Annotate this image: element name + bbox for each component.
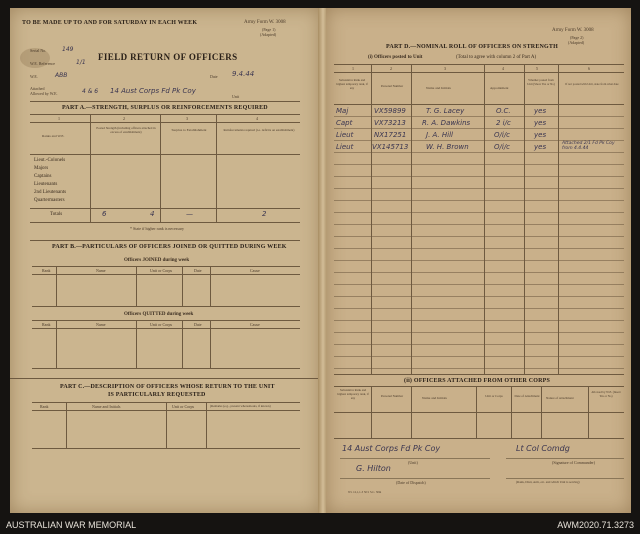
att-header-unit: Unit or Corps	[485, 394, 503, 398]
rule	[411, 64, 412, 374]
rule	[558, 64, 559, 374]
rule	[30, 208, 300, 209]
roll-rule	[334, 212, 624, 213]
rule	[136, 266, 137, 306]
quitted-col-unit: Unit or Corps	[150, 322, 172, 327]
rule	[334, 104, 624, 105]
date-value: 9.4.44	[232, 70, 255, 78]
rule	[511, 386, 512, 438]
rule	[334, 374, 624, 375]
dispatch-caption: (Date of Dispatch)	[396, 480, 426, 485]
roll-rule	[334, 344, 624, 345]
posted-title: (i) Officers posted to Unit	[368, 55, 423, 60]
rule	[10, 378, 320, 379]
roll-rule	[334, 356, 624, 357]
attached-label: Attached	[30, 86, 45, 91]
rule	[334, 72, 624, 73]
totals-label: Totals	[50, 212, 63, 217]
accession-number: AWM2020.71.3273	[557, 520, 634, 530]
d-col-5: 5	[536, 66, 538, 71]
unit-value: 14 Aust Corps Fd Pk Coy	[110, 87, 196, 95]
roll-name: J. A. Hill	[426, 131, 453, 139]
rule	[56, 266, 57, 306]
rule	[32, 448, 300, 449]
roll-rule	[334, 248, 624, 249]
roll-rule	[334, 176, 624, 177]
part-a-header-reinforce: Reinforcements required (i.e. deficits on establishment)	[223, 128, 295, 132]
rule	[506, 478, 624, 479]
attached-title: (ii) OFFICERS ATTACHED FROM OTHER CORPS	[404, 378, 551, 384]
roll-number: NX17251	[374, 131, 407, 139]
rule	[30, 122, 300, 123]
we-label: W.E.	[30, 74, 38, 79]
printer-note: Wt. 12,1,1-3 50/1 S.C. 30m	[348, 490, 382, 494]
rule	[32, 328, 300, 329]
form-adapted-right: (Adapted)	[568, 40, 585, 45]
part-c-title-2: IS PARTICULARLY REQUESTED	[108, 392, 206, 398]
part-a-header-surplus: Surplus to Establishment	[171, 128, 207, 132]
joined-col-name: Name	[96, 268, 106, 273]
roll-rule	[334, 284, 624, 285]
form-reference-right: Army Form W. 3008	[552, 28, 594, 33]
rule	[541, 386, 542, 438]
rule	[32, 266, 300, 267]
rule	[32, 306, 300, 307]
rank-row: 2nd Lieutenants	[34, 190, 67, 195]
commander-signature: Lt Col Comdg	[516, 444, 570, 453]
rule	[30, 240, 300, 241]
rule	[334, 386, 624, 387]
d-header-number: Personal Number	[380, 84, 404, 88]
rule	[216, 114, 217, 222]
institution-name: AUSTRALIAN WAR MEMORIAL	[6, 520, 137, 530]
total-posted: 6	[102, 210, 107, 218]
d-col-6: 6	[588, 66, 590, 71]
wr-label: W.E. Reference	[30, 61, 56, 66]
rule	[32, 368, 300, 369]
rule	[210, 266, 211, 306]
part-a-header-posted: Posted Strength (including officers attached in excess of establishment)	[96, 126, 156, 134]
d-col-1: 1	[352, 66, 354, 71]
rule	[588, 386, 589, 438]
joined-col-date: Date	[194, 268, 202, 273]
part-a-header-ranks: Ranks and W.E.	[42, 134, 65, 138]
rule	[206, 402, 207, 448]
rule	[210, 320, 211, 368]
form-title: FIELD RETURN OF OFFICERS	[98, 52, 238, 62]
roll-rule	[334, 260, 624, 261]
rule	[90, 114, 91, 222]
roll-appointment: O/i/c	[494, 131, 511, 139]
date-label: Date	[210, 74, 218, 79]
rule	[66, 402, 67, 448]
roll-rule	[334, 116, 624, 117]
att-header-date: Date of Attachment	[514, 394, 540, 398]
part-c-col-unit: Unit or Corps	[172, 404, 194, 409]
roll-rank: Capt	[336, 119, 353, 127]
roll-rank: Maj	[336, 107, 349, 115]
roll-rule	[334, 368, 624, 369]
rule	[166, 402, 167, 448]
total-surplus: 4	[150, 210, 155, 218]
part-a-col-1: 1	[58, 116, 60, 121]
rule	[32, 320, 300, 321]
rule	[524, 64, 525, 374]
rank-row: Lieutenants	[34, 182, 58, 187]
quitted-title: Officers QUITTED during week	[124, 312, 194, 317]
quitted-col-rank: Rank	[42, 322, 51, 327]
rank-caption: (Rank, Distr, Arm, etc. and which Unit is serving)	[516, 480, 580, 484]
footnote: * State if higher rank is necessary	[130, 226, 184, 231]
total-reinforce: 2	[262, 210, 267, 218]
d-col-2: 2	[390, 66, 392, 71]
commander-caption: (Signature of Commander)	[552, 460, 596, 465]
roll-appointment: O/i/c	[494, 143, 511, 151]
rank-row: Quartermasters	[34, 198, 65, 203]
roll-rule	[334, 200, 624, 201]
serial-value: 149	[62, 46, 74, 53]
rule	[340, 458, 490, 459]
rule	[182, 266, 183, 306]
roll-rule	[334, 332, 624, 333]
quitted-col-cause: Cause	[250, 322, 260, 327]
d-header-date: If not posted with Unit, state from what date	[565, 82, 619, 86]
part-a-col-2: 2	[123, 116, 125, 121]
rule	[30, 114, 300, 115]
unit-label: Unit	[232, 94, 240, 99]
wr-value: 1/1	[76, 59, 86, 66]
d-header-posted: Whether posted from Unit (Show Yes or No)	[527, 78, 555, 86]
roll-name: W. H. Brown	[426, 143, 469, 151]
rule	[136, 320, 137, 368]
roll-rule	[334, 320, 624, 321]
roll-posted: yes	[534, 107, 547, 115]
rule	[411, 386, 412, 438]
part-d-title: PART D.—NOMINAL ROLL OF OFFICERS ON STRENGTH	[386, 44, 558, 50]
joined-col-rank: Rank	[42, 268, 51, 273]
roll-appointment: 2 i/c	[496, 119, 511, 127]
rule	[30, 154, 300, 155]
rule	[371, 386, 372, 438]
form-adapted: (Adapted)	[260, 32, 277, 37]
roll-posted: yes	[534, 131, 547, 139]
roll-rule	[334, 128, 624, 129]
rank-row: Lieut.-Colonels	[34, 158, 66, 163]
att-header-nature: Nature of Attachment	[546, 396, 574, 400]
rule	[371, 64, 372, 374]
roll-posted: yes	[534, 119, 547, 127]
part-c-title: PART C.—DESCRIPTION OF OFFICERS WHOSE RETURN TO THE UNIT	[60, 384, 275, 390]
d-header-rank: Substantive Rank and highest temporary rank, if any	[336, 78, 368, 90]
d-header-appointment: Appointment	[490, 86, 509, 90]
total-dash: —	[186, 210, 193, 218]
quitted-col-name: Name	[96, 322, 106, 327]
signature-dispatch: G. Hilton	[356, 464, 391, 473]
att-header-name: Name and Initials	[422, 396, 447, 400]
att-header-allowed: Allowed by W.E. (Insert Yes or No)	[591, 390, 621, 398]
d-col-4: 4	[502, 66, 504, 71]
roll-rule	[334, 224, 624, 225]
rank-row: Majors	[34, 166, 49, 171]
joined-title: Officers JOINED during week	[124, 258, 190, 263]
roll-attached-note: Attached 2/1 Fd Pk Coy from 4.4.44	[562, 141, 615, 151]
roll-rule	[334, 152, 624, 153]
rule	[182, 320, 183, 368]
attached-sub-label: Allowed by W.E.	[30, 91, 58, 96]
att-header-number: Personal Number	[380, 394, 404, 398]
part-a-col-3: 3	[186, 116, 188, 121]
form-reference: Army Form W. 3008	[244, 20, 286, 25]
part-b-title: PART B.—PARTICULARS OF OFFICERS JOINED OR QUITTED DURING WEEK	[52, 244, 287, 250]
joined-col-unit: Unit or Corps	[150, 268, 172, 273]
part-c-col-name: Name and Initials	[92, 404, 121, 409]
att-header-rank: Substantive Rank and highest temporary rank, if any	[337, 388, 369, 400]
rule	[476, 386, 477, 438]
d-header-name: Name and Initials	[426, 86, 451, 90]
rank-row: Captains	[34, 174, 52, 179]
rule	[340, 478, 490, 479]
roll-number: VX145713	[372, 143, 409, 151]
attached-value: 4 & 6	[82, 88, 99, 95]
left-page	[10, 8, 320, 513]
rule	[160, 114, 161, 222]
quitted-col-date: Date	[194, 322, 202, 327]
rule	[30, 222, 300, 223]
roll-number: VX73213	[374, 119, 406, 127]
rule	[334, 64, 624, 65]
roll-rank: Lieut	[336, 131, 354, 139]
form-page: (Page 1)	[262, 27, 276, 32]
part-a-col-4: 4	[256, 116, 258, 121]
right-page	[326, 8, 631, 513]
part-a-title: PART A.—STRENGTH, SURPLUS OR REINFORCEMENTS REQUIRED	[62, 105, 268, 111]
rule	[32, 274, 300, 275]
rule	[334, 438, 624, 439]
roll-rule	[334, 296, 624, 297]
roll-rule	[334, 308, 624, 309]
rule	[30, 101, 300, 102]
roll-posted: yes	[534, 143, 547, 151]
we-value: ABB	[55, 72, 68, 79]
unit-caption: (Unit)	[408, 460, 418, 465]
roll-appointment: O.C.	[496, 107, 511, 115]
roll-number: VX59899	[374, 107, 406, 115]
part-c-col-rank: Rank	[40, 404, 49, 409]
header-instruction: TO BE MADE UP TO AND FOR SATURDAY IN EACH WEEK	[22, 20, 198, 26]
serial-label: Serial No.	[30, 48, 47, 53]
roll-rule	[334, 272, 624, 273]
signature-unit: 14 Aust Corps Fd Pk Coy	[342, 444, 441, 453]
roll-rank: Lieut	[336, 143, 354, 151]
rule	[56, 320, 57, 368]
roll-rule	[334, 236, 624, 237]
roll-name: T. G. Lacey	[426, 107, 465, 115]
roll-rule	[334, 164, 624, 165]
joined-col-cause: Cause	[250, 268, 260, 273]
d-col-3: 3	[444, 66, 446, 71]
roll-name: R. A. Dawkins	[422, 119, 471, 127]
archive-footer	[0, 514, 640, 534]
roll-rule	[334, 188, 624, 189]
rule	[506, 458, 624, 459]
posted-subtitle: (Total to agree with column 2 of Part A)	[456, 55, 537, 60]
part-c-col-remarks: (Remarks (e.g., present whereabouts, if known)	[210, 404, 271, 408]
rule	[484, 64, 485, 374]
form-page-right: (Page 2)	[570, 35, 584, 40]
rule	[334, 412, 624, 413]
